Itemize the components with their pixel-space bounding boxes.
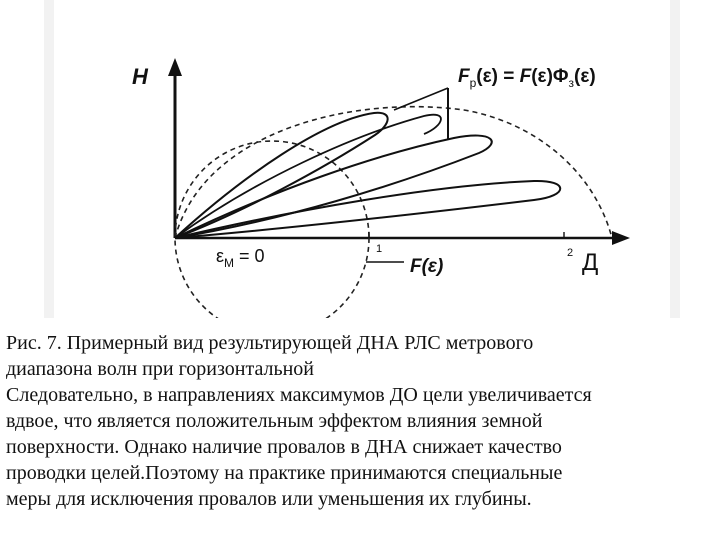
caption-body-line-3: поверхности. Однако наличие провалов в ДНА снижает качество (6, 436, 562, 458)
formula-lhs-sub: р (469, 76, 477, 90)
pattern-envelope-arc (175, 107, 612, 238)
formula-rhs-phi: Φ (552, 66, 569, 87)
epsilon-main: ε (216, 246, 225, 266)
formula-rhs-arg: (ε) (531, 66, 553, 87)
caption-body-line-1: Следовательно, в направлениях максимумов ДО цели увеличивается (6, 384, 592, 406)
formula-label (458, 66, 596, 90)
tick-2-label: 2 (567, 247, 574, 259)
radiation-pattern-diagram (54, 0, 670, 318)
formula-rhs-f: F (519, 66, 532, 87)
f-epsilon-label: F(ε) (410, 256, 444, 277)
epsilon-label (216, 246, 265, 270)
formula-rhs-arg2: (ε) (574, 66, 596, 87)
formula-rhs-sub: з (568, 76, 575, 90)
tick-1-label: 1 (376, 243, 383, 255)
epsilon-rest: = 0 (234, 246, 265, 266)
epsilon-sub: М (224, 256, 235, 270)
formula-lhs-main: F (458, 66, 470, 87)
caption-body-line-5: меры для исключения провалов или уменьшения их глубины. (6, 488, 532, 510)
vertical-axis-arrow (168, 58, 182, 76)
caption-body-line-2: вдвое, что является положительным эффектом влияния земной (6, 410, 543, 432)
caption-title-line-2: диапазона волн при горизонтальной (6, 358, 315, 380)
caption-title-line-1: Рис. 7. Примерный вид результирующей ДНА РЛС метрового (6, 332, 534, 354)
caption-body-line-4: проводки целей.Поэтому на практике принимаются специальные (6, 462, 563, 484)
figure-frame (44, 0, 680, 318)
formula-lhs-arg: (ε) = (476, 66, 520, 87)
caption-text-block (6, 330, 718, 512)
figure-panel (54, 0, 670, 318)
axis-label-h: H (132, 64, 148, 89)
horizontal-axis-arrow (612, 231, 630, 245)
axis-label-d: Д (582, 249, 599, 276)
